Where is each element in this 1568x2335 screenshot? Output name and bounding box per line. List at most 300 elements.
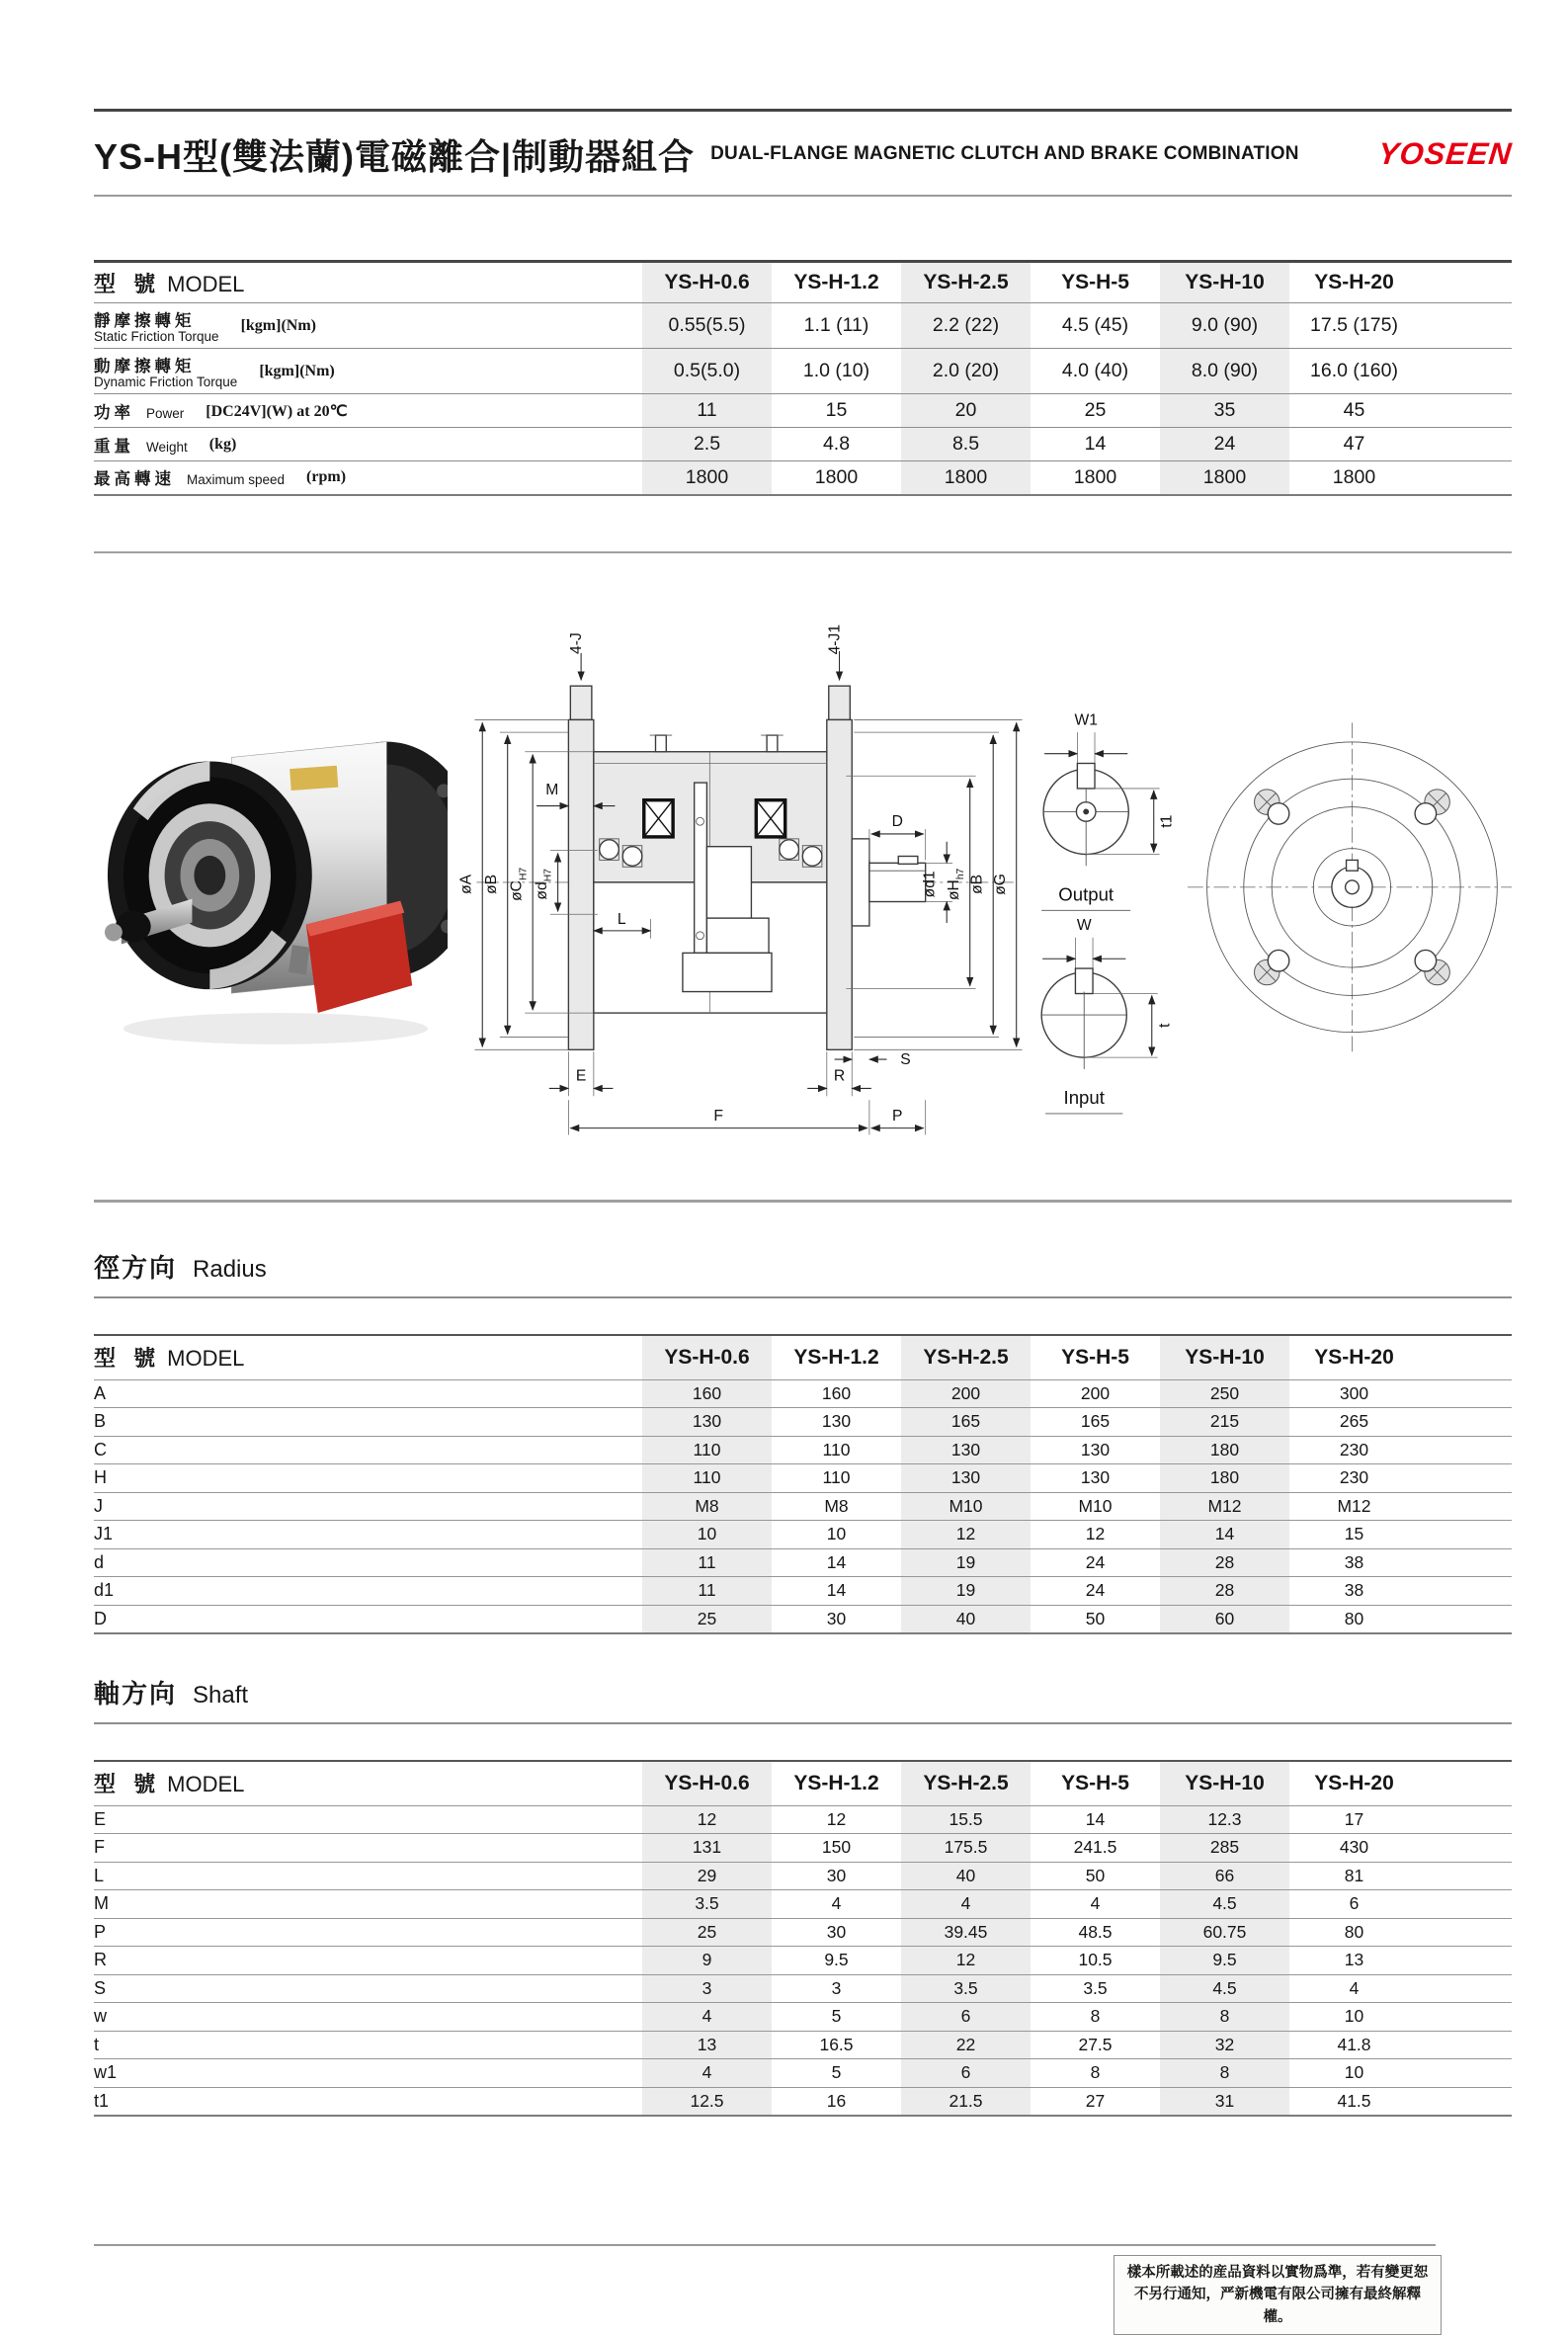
value-cell: 24 bbox=[1031, 1548, 1160, 1577]
spacer-cell bbox=[1419, 2031, 1512, 2059]
model-column-header: YS-H-20 bbox=[1289, 262, 1419, 303]
row-label: t bbox=[94, 2031, 642, 2059]
table-row bbox=[94, 1947, 1512, 1975]
row-label-en: Weight bbox=[146, 439, 188, 455]
table-row bbox=[94, 1548, 1512, 1577]
value-cell: 4.5 bbox=[1160, 1890, 1289, 1919]
dim-4J: 4-J bbox=[568, 632, 586, 654]
shaft-heading-zh: 軸方向 bbox=[94, 1678, 178, 1709]
row-label: R bbox=[94, 1947, 642, 1975]
table-row bbox=[94, 1890, 1512, 1919]
value-cell: 8 bbox=[1031, 2059, 1160, 2088]
value-cell: 160 bbox=[772, 1379, 901, 1408]
value-cell: 3.5 bbox=[1031, 1974, 1160, 2003]
value-cell: 19 bbox=[901, 1577, 1031, 1606]
model-column-header: YS-H-2.5 bbox=[901, 1761, 1031, 1806]
dim-dia-G: øG bbox=[991, 873, 1009, 895]
footer-line-2: 不另行通知，严新機電有限公司擁有最終解釋權。 bbox=[1134, 2287, 1421, 2325]
row-label: J1 bbox=[94, 1521, 642, 1549]
model-column-header: YS-H-5 bbox=[1031, 1335, 1160, 1380]
right-flange bbox=[827, 719, 852, 1049]
value-cell: 9.5 bbox=[1160, 1947, 1289, 1975]
value-cell: 12.5 bbox=[642, 2087, 772, 2116]
output-label: Output bbox=[1058, 883, 1114, 905]
row-label bbox=[94, 394, 642, 428]
value-cell: 15.5 bbox=[901, 1805, 1031, 1834]
footer-rule bbox=[94, 2244, 1436, 2246]
value-cell: 13 bbox=[1289, 1947, 1419, 1975]
model-header-row bbox=[94, 262, 1512, 303]
row-label: J bbox=[94, 1492, 642, 1521]
value-cell: 12 bbox=[1031, 1521, 1160, 1549]
table-row bbox=[94, 1605, 1512, 1633]
row-unit: [DC24V](W) at 20℃ bbox=[206, 402, 348, 420]
model-column-header: YS-H-0.6 bbox=[642, 1335, 772, 1380]
row-label: w bbox=[94, 2003, 642, 2032]
left-flange bbox=[568, 719, 593, 1049]
table-row bbox=[94, 1492, 1512, 1521]
dim-dia-B-right: øB bbox=[968, 874, 986, 894]
value-cell: 38 bbox=[1289, 1548, 1419, 1577]
value-cell: 160 bbox=[642, 1379, 772, 1408]
catalog-page bbox=[0, 109, 1568, 2327]
value-cell: 130 bbox=[1031, 1436, 1160, 1464]
value-cell: 12 bbox=[772, 1805, 901, 1834]
value-cell: 180 bbox=[1160, 1464, 1289, 1493]
dim-dia-d1: ød1 bbox=[921, 871, 939, 898]
row-label: S bbox=[94, 1974, 642, 2003]
dim-dia-C: $øC_{H7}$ bbox=[508, 867, 530, 901]
row-unit: [kgm](Nm) bbox=[259, 362, 335, 379]
table-row bbox=[94, 349, 1512, 394]
model-column-header: YS-H-10 bbox=[1160, 1761, 1289, 1806]
model-header-label bbox=[94, 262, 642, 303]
row-label-zh: 功率 bbox=[94, 403, 134, 422]
value-cell: 4.0 (40) bbox=[1031, 349, 1160, 394]
value-cell: 25 bbox=[1031, 394, 1160, 428]
row-label-en: Power bbox=[146, 405, 185, 421]
value-cell: 131 bbox=[642, 1834, 772, 1863]
dim-L: L bbox=[617, 911, 626, 929]
input-label: Input bbox=[1063, 1087, 1105, 1109]
radius-heading-zh: 徑方向 bbox=[94, 1252, 178, 1283]
spacer-cell bbox=[1419, 461, 1512, 495]
value-cell: 12.3 bbox=[1160, 1805, 1289, 1834]
row-label: t1 bbox=[94, 2087, 642, 2116]
table-row bbox=[94, 1974, 1512, 2003]
value-cell: 12 bbox=[642, 1805, 772, 1834]
value-cell: 4 bbox=[1289, 1974, 1419, 2003]
value-cell: 8 bbox=[1160, 2003, 1289, 2032]
value-cell: 4 bbox=[642, 2003, 772, 2032]
spacer-cell bbox=[1419, 1521, 1512, 1549]
value-cell: 4.8 bbox=[772, 428, 901, 461]
dim-4J1: 4-J1 bbox=[826, 624, 844, 655]
value-cell: 29 bbox=[642, 1862, 772, 1890]
value-cell: 14 bbox=[772, 1577, 901, 1606]
value-cell: 10 bbox=[1289, 2003, 1419, 2032]
value-cell: 130 bbox=[901, 1436, 1031, 1464]
page-title-zh: YS-H型(雙法蘭)電磁離合|制動器組合 bbox=[94, 135, 696, 177]
value-cell: 150 bbox=[772, 1834, 901, 1863]
table-row bbox=[94, 428, 1512, 461]
row-label: P bbox=[94, 1918, 642, 1947]
value-cell: 10 bbox=[642, 1521, 772, 1549]
value-cell: 24 bbox=[1031, 1577, 1160, 1606]
value-cell: 3.5 bbox=[642, 1890, 772, 1919]
row-label: C bbox=[94, 1436, 642, 1464]
value-cell: 285 bbox=[1160, 1834, 1289, 1863]
row-label: A bbox=[94, 1379, 642, 1408]
table-row bbox=[94, 1379, 1512, 1408]
value-cell: M8 bbox=[642, 1492, 772, 1521]
table-row bbox=[94, 1408, 1512, 1437]
spacer-cell bbox=[1419, 1761, 1512, 1806]
model-column-header: YS-H-2.5 bbox=[901, 1335, 1031, 1380]
model-column-header: YS-H-0.6 bbox=[642, 262, 772, 303]
model-column-header: YS-H-1.2 bbox=[772, 1335, 901, 1380]
value-cell: 4 bbox=[642, 2059, 772, 2088]
spacer-cell bbox=[1419, 1834, 1512, 1863]
value-cell: M10 bbox=[1031, 1492, 1160, 1521]
value-cell: 8 bbox=[1160, 2059, 1289, 2088]
value-cell: 47 bbox=[1289, 428, 1419, 461]
spacer-cell bbox=[1419, 1918, 1512, 1947]
table-row bbox=[94, 2059, 1512, 2088]
model-label-en: MODEL bbox=[167, 1346, 245, 1371]
value-cell: 30 bbox=[772, 1918, 901, 1947]
dim-E: E bbox=[575, 1067, 587, 1085]
input-key-section bbox=[1041, 917, 1173, 1114]
value-cell: 16.5 bbox=[772, 2031, 901, 2059]
value-cell: 8.0 (90) bbox=[1160, 349, 1289, 394]
value-cell: 5 bbox=[772, 2059, 901, 2088]
table-row bbox=[94, 1862, 1512, 1890]
spacer-cell bbox=[1419, 303, 1512, 349]
dim-dia-H: $øH_{h7}$ bbox=[945, 868, 966, 901]
row-label-zh: 靜摩擦轉矩 bbox=[94, 312, 196, 330]
spacer-cell bbox=[1419, 1862, 1512, 1890]
spacer-cell bbox=[1419, 2059, 1512, 2088]
value-cell: 300 bbox=[1289, 1379, 1419, 1408]
value-cell: 40 bbox=[901, 1605, 1031, 1633]
value-cell: 165 bbox=[901, 1408, 1031, 1437]
page-header bbox=[94, 125, 1512, 184]
value-cell: 14 bbox=[1160, 1521, 1289, 1549]
value-cell: 12 bbox=[901, 1521, 1031, 1549]
dim-R: R bbox=[833, 1067, 846, 1085]
value-cell: 175.5 bbox=[901, 1834, 1031, 1863]
table-row bbox=[94, 1521, 1512, 1549]
value-cell: 80 bbox=[1289, 1605, 1419, 1633]
value-cell: 66 bbox=[1160, 1862, 1289, 1890]
value-cell: 130 bbox=[642, 1408, 772, 1437]
value-cell: 38 bbox=[1289, 1577, 1419, 1606]
value-cell: 16.0 (160) bbox=[1289, 349, 1419, 394]
value-cell: 11 bbox=[642, 1548, 772, 1577]
model-label-zh: 型 號 bbox=[94, 271, 162, 296]
photo-shadow bbox=[124, 1013, 428, 1044]
shaft-section-heading bbox=[94, 1674, 1512, 1710]
value-cell: 230 bbox=[1289, 1464, 1419, 1493]
dim-t1: t1 bbox=[1158, 814, 1176, 828]
clutch-coil bbox=[644, 800, 673, 837]
model-column-header: YS-H-5 bbox=[1031, 1761, 1160, 1806]
table-row bbox=[94, 394, 1512, 428]
model-header-row bbox=[94, 1761, 1512, 1806]
row-unit: (rpm) bbox=[306, 468, 347, 486]
value-cell: 215 bbox=[1160, 1408, 1289, 1437]
value-cell: 4.5 bbox=[1160, 1974, 1289, 2003]
model-label-zh: 型 號 bbox=[94, 1772, 162, 1796]
brand-logo: YOSEEN bbox=[1375, 136, 1514, 171]
dim-P: P bbox=[892, 1107, 903, 1125]
row-label: L bbox=[94, 1862, 642, 1890]
mounting-studs bbox=[650, 735, 784, 752]
value-cell: 10 bbox=[772, 1521, 901, 1549]
dim-D: D bbox=[891, 813, 903, 831]
value-cell: 12 bbox=[901, 1947, 1031, 1975]
value-cell: 41.8 bbox=[1289, 2031, 1419, 2059]
value-cell: 9.5 bbox=[772, 1947, 901, 1975]
table-row bbox=[94, 1464, 1512, 1493]
section-divider bbox=[94, 1200, 1512, 1203]
spacer-cell bbox=[1419, 1805, 1512, 1834]
value-cell: 4 bbox=[1031, 1890, 1160, 1919]
value-cell: M12 bbox=[1160, 1492, 1289, 1521]
shaft-stub bbox=[869, 856, 926, 901]
value-cell: 60 bbox=[1160, 1605, 1289, 1633]
right-bolt-tab bbox=[829, 686, 851, 719]
value-cell: 20 bbox=[901, 394, 1031, 428]
value-cell: 180 bbox=[1160, 1436, 1289, 1464]
value-cell: 1800 bbox=[901, 461, 1031, 495]
table-row bbox=[94, 461, 1512, 495]
value-cell: 1.0 (10) bbox=[772, 349, 901, 394]
row-label bbox=[94, 349, 642, 394]
shaft-heading-en: Shaft bbox=[193, 1681, 249, 1709]
value-cell: 41.5 bbox=[1289, 2087, 1419, 2116]
spacer-cell bbox=[1419, 1492, 1512, 1521]
radius-heading-en: Radius bbox=[193, 1255, 267, 1283]
value-cell: 19 bbox=[901, 1548, 1031, 1577]
value-cell: 0.55(5.5) bbox=[642, 303, 772, 349]
dim-dia-B: øB bbox=[482, 874, 500, 894]
table-row bbox=[94, 1577, 1512, 1606]
model-label-en: MODEL bbox=[167, 271, 245, 296]
table-row bbox=[94, 2087, 1512, 2116]
value-cell: 28 bbox=[1160, 1577, 1289, 1606]
dim-F: F bbox=[713, 1107, 723, 1125]
dim-t: t bbox=[1156, 1023, 1174, 1029]
value-cell: 50 bbox=[1031, 1862, 1160, 1890]
spacer-cell bbox=[1419, 394, 1512, 428]
row-label: B bbox=[94, 1408, 642, 1437]
row-label-en: Dynamic Friction Torque bbox=[94, 375, 238, 389]
value-cell: M12 bbox=[1289, 1492, 1419, 1521]
value-cell: 45 bbox=[1289, 394, 1419, 428]
value-cell: 13 bbox=[642, 2031, 772, 2059]
value-cell: 9.0 (90) bbox=[1160, 303, 1289, 349]
radius-heading-rule bbox=[94, 1296, 1512, 1298]
model-column-header: YS-H-1.2 bbox=[772, 1761, 901, 1806]
value-cell: 11 bbox=[642, 1577, 772, 1606]
front-flange bbox=[108, 761, 312, 989]
value-cell: M10 bbox=[901, 1492, 1031, 1521]
value-cell: 1800 bbox=[1031, 461, 1160, 495]
value-cell: 4 bbox=[901, 1890, 1031, 1919]
model-column-header: YS-H-0.6 bbox=[642, 1761, 772, 1806]
table-row bbox=[94, 303, 1512, 349]
spacer-cell bbox=[1419, 1947, 1512, 1975]
value-cell: 110 bbox=[772, 1436, 901, 1464]
spec-table bbox=[94, 260, 1512, 496]
shaft-heading-rule bbox=[94, 1722, 1512, 1724]
model-label-zh: 型 號 bbox=[94, 1346, 162, 1371]
value-cell: 11 bbox=[642, 394, 772, 428]
spacer-cell bbox=[1419, 1548, 1512, 1577]
value-cell: 200 bbox=[1031, 1379, 1160, 1408]
value-cell: 60.75 bbox=[1160, 1918, 1289, 1947]
value-cell: 35 bbox=[1160, 394, 1289, 428]
row-label-zh: 動摩擦轉矩 bbox=[94, 358, 196, 375]
adapter-hub bbox=[852, 839, 869, 926]
spacer-cell bbox=[1419, 1605, 1512, 1633]
value-cell: 39.45 bbox=[901, 1918, 1031, 1947]
model-label-en: MODEL bbox=[167, 1772, 245, 1796]
product-photo bbox=[94, 630, 448, 1055]
spacer-cell bbox=[1419, 1464, 1512, 1493]
value-cell: 241.5 bbox=[1031, 1834, 1160, 1863]
value-cell: M8 bbox=[772, 1492, 901, 1521]
value-cell: 3.5 bbox=[901, 1974, 1031, 2003]
value-cell: 1800 bbox=[642, 461, 772, 495]
value-cell: 110 bbox=[642, 1464, 772, 1493]
value-cell: 10 bbox=[1289, 2059, 1419, 2088]
value-cell: 25 bbox=[642, 1605, 772, 1633]
footer-line-1: 樣本所載述的産品資料以實物爲準，若有變更恕 bbox=[1126, 2265, 1429, 2281]
table-row bbox=[94, 2031, 1512, 2059]
spacer-cell bbox=[1419, 1379, 1512, 1408]
value-cell: 6 bbox=[901, 2003, 1031, 2032]
spacer-cell bbox=[1419, 349, 1512, 394]
header-bottom-rule bbox=[94, 195, 1512, 197]
value-cell: 130 bbox=[901, 1464, 1031, 1493]
value-cell: 230 bbox=[1289, 1436, 1419, 1464]
value-cell: 130 bbox=[772, 1408, 901, 1437]
value-cell: 5 bbox=[772, 2003, 901, 2032]
row-label: H bbox=[94, 1464, 642, 1493]
row-label: F bbox=[94, 1834, 642, 1863]
value-cell: 27.5 bbox=[1031, 2031, 1160, 2059]
row-label bbox=[94, 461, 642, 495]
table-row bbox=[94, 2003, 1512, 2032]
value-cell: 31 bbox=[1160, 2087, 1289, 2116]
dim-dia-A: øA bbox=[457, 874, 475, 894]
row-label-en: Maximum speed bbox=[187, 472, 286, 488]
footer-disclaimer bbox=[1114, 2255, 1442, 2335]
model-column-header: YS-H-10 bbox=[1160, 262, 1289, 303]
name-plate bbox=[289, 766, 338, 791]
row-label: E bbox=[94, 1805, 642, 1834]
spacer-cell bbox=[1419, 1577, 1512, 1606]
left-bolt-tab bbox=[570, 686, 592, 719]
value-cell: 14 bbox=[1031, 1805, 1160, 1834]
value-cell: 8 bbox=[1031, 2003, 1160, 2032]
row-label bbox=[94, 428, 642, 461]
model-header-label bbox=[94, 1761, 642, 1806]
spacer-cell bbox=[1419, 1408, 1512, 1437]
radius-section-heading bbox=[94, 1248, 1512, 1285]
model-header-label bbox=[94, 1335, 642, 1380]
value-cell: 25 bbox=[642, 1918, 772, 1947]
value-cell: 250 bbox=[1160, 1379, 1289, 1408]
value-cell: 32 bbox=[1160, 2031, 1289, 2059]
spacer-cell bbox=[1419, 2087, 1512, 2116]
value-cell: 17 bbox=[1289, 1805, 1419, 1834]
value-cell: 1.1 (11) bbox=[772, 303, 901, 349]
value-cell: 430 bbox=[1289, 1834, 1419, 1863]
value-cell: 15 bbox=[772, 394, 901, 428]
radius-table bbox=[94, 1334, 1512, 1634]
brake-coil bbox=[756, 800, 784, 837]
value-cell: 48.5 bbox=[1031, 1918, 1160, 1947]
model-column-header: YS-H-10 bbox=[1160, 1335, 1289, 1380]
dim-W: W bbox=[1076, 916, 1092, 934]
value-cell: 130 bbox=[1031, 1464, 1160, 1493]
value-cell: 21.5 bbox=[901, 2087, 1031, 2116]
value-cell: 4.5 (45) bbox=[1031, 303, 1160, 349]
model-column-header: YS-H-5 bbox=[1031, 262, 1160, 303]
flange-front-view bbox=[1188, 722, 1512, 1051]
value-cell: 0.5(5.0) bbox=[642, 349, 772, 394]
table-row bbox=[94, 1436, 1512, 1464]
value-cell: 28 bbox=[1160, 1548, 1289, 1577]
header-top-rule bbox=[94, 109, 1512, 112]
value-cell: 14 bbox=[1031, 428, 1160, 461]
value-cell: 30 bbox=[772, 1605, 901, 1633]
value-cell: 1800 bbox=[772, 461, 901, 495]
value-cell: 15 bbox=[1289, 1521, 1419, 1549]
value-cell: 50 bbox=[1031, 1605, 1160, 1633]
row-label-zh: 最高轉速 bbox=[94, 470, 175, 489]
value-cell: 8.5 bbox=[901, 428, 1031, 461]
value-cell: 3 bbox=[772, 1974, 901, 2003]
row-label bbox=[94, 303, 642, 349]
value-cell: 110 bbox=[642, 1436, 772, 1464]
value-cell: 9 bbox=[642, 1947, 772, 1975]
value-cell: 1800 bbox=[1289, 461, 1419, 495]
row-label: D bbox=[94, 1605, 642, 1633]
model-column-header: YS-H-20 bbox=[1289, 1335, 1419, 1380]
spacer-cell bbox=[1419, 2003, 1512, 2032]
row-label: w1 bbox=[94, 2059, 642, 2088]
value-cell: 4 bbox=[772, 1890, 901, 1919]
row-label: d1 bbox=[94, 1577, 642, 1606]
table-row bbox=[94, 1834, 1512, 1863]
dim-M: M bbox=[545, 781, 559, 798]
value-cell: 2.5 bbox=[642, 428, 772, 461]
value-cell: 2.2 (22) bbox=[901, 303, 1031, 349]
model-header-row bbox=[94, 1335, 1512, 1380]
dim-S: S bbox=[900, 1050, 911, 1068]
page-title-en: DUAL-FLANGE MAGNETIC CLUTCH AND BRAKE COMBINATION bbox=[710, 143, 1299, 164]
row-unit: (kg) bbox=[208, 435, 237, 453]
value-cell: 30 bbox=[772, 1862, 901, 1890]
spacer-cell bbox=[1419, 1890, 1512, 1919]
spacer-cell bbox=[1419, 1436, 1512, 1464]
dim-W1: W1 bbox=[1074, 711, 1098, 729]
